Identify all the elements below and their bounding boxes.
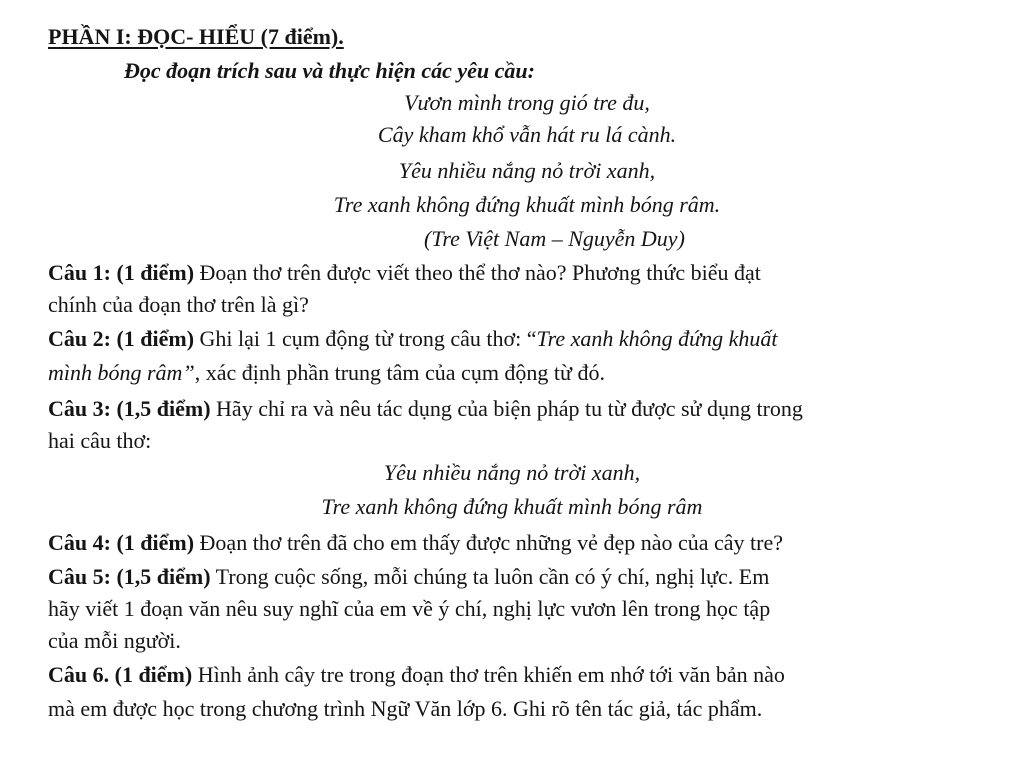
- poem-line-2: Cây kham khổ vẫn hát ru lá cành.: [377, 122, 677, 147]
- question-5-label: Câu 5: (1,5 điểm): [48, 564, 211, 589]
- question-2-text: Ghi lại 1 cụm động từ trong câu thơ: “: [194, 326, 537, 351]
- question-3-label: Câu 3: (1,5 điểm): [48, 396, 211, 421]
- question-6-text: Hình ảnh cây tre trong đoạn thơ trên khiến em nhớ tới văn bản nào: [192, 662, 785, 687]
- poem-line-1: Vươn mình trong gió tre đu,: [404, 90, 650, 115]
- question-3-poem-line-1: Yêu nhiều nắng nỏ trời xanh,: [383, 460, 641, 485]
- question-2-text-end: , xác định phần trung tâm của cụm động từ đó.: [194, 360, 605, 385]
- question-1-label: Câu 1: (1 điểm): [48, 260, 195, 285]
- question-4-label: Câu 4: (1 điểm): [48, 530, 195, 555]
- poem-line-3: Yêu nhiều nắng nỏ trời xanh,: [398, 158, 656, 183]
- question-6-label: Câu 6. (1 điểm): [48, 662, 193, 687]
- poem-line-4: Tre xanh không đứng khuất mình bóng râm.: [333, 192, 721, 217]
- question-1-line-1: [48, 260, 928, 286]
- question-1-text: Đoạn thơ trên được viết theo thể thơ nào? Phương thức biểu đạt: [194, 260, 761, 285]
- question-2-quote-end: mình bóng râm”: [48, 360, 195, 385]
- question-2-label: Câu 2: (1 điểm): [48, 326, 195, 351]
- question-4-text: Đoạn thơ trên đã cho em thấy được những vẻ đẹp nào của cây tre?: [194, 530, 783, 555]
- question-2-line-1: [48, 326, 928, 352]
- question-3-text: Hãy chỉ ra và nêu tác dụng của biện pháp tu từ được sử dụng trong: [210, 396, 803, 421]
- question-3-poem-line-2: Tre xanh không đứng khuất mình bóng râm: [321, 494, 703, 519]
- question-1-line-2: chính của đoạn thơ trên là gì?: [48, 292, 309, 317]
- question-5-text: Trong cuộc sống, mỗi chúng ta luôn cần có ý chí, nghị lực. Em: [210, 564, 770, 589]
- reading-instruction: Đọc đoạn trích sau và thực hiện các yêu cầu:: [124, 58, 535, 83]
- question-3-line-1: [48, 396, 928, 422]
- section-heading: PHẦN I: ĐỌC- HIỂU (7 điểm).: [48, 24, 344, 49]
- poem-source: (Tre Việt Nam – Nguyễn Duy): [424, 226, 685, 251]
- question-6-line-2: mà em được học trong chương trình Ngữ Văn lớp 6. Ghi rõ tên tác giả, tác phẩm.: [48, 696, 763, 721]
- question-2-line-2: [48, 360, 928, 386]
- question-6-line-1: [48, 662, 928, 688]
- question-5-line-2: hãy viết 1 đoạn văn nêu suy nghĩ của em về ý chí, nghị lực vươn lên trong học tập: [48, 596, 771, 621]
- question-5-line-1: [48, 564, 928, 590]
- question-3-line-2: hai câu thơ:: [48, 428, 152, 453]
- question-4-line-1: [48, 530, 928, 556]
- question-2-quote-start: Tre xanh không đứng khuất: [536, 326, 778, 351]
- question-5-line-3: của mỗi người.: [48, 628, 181, 653]
